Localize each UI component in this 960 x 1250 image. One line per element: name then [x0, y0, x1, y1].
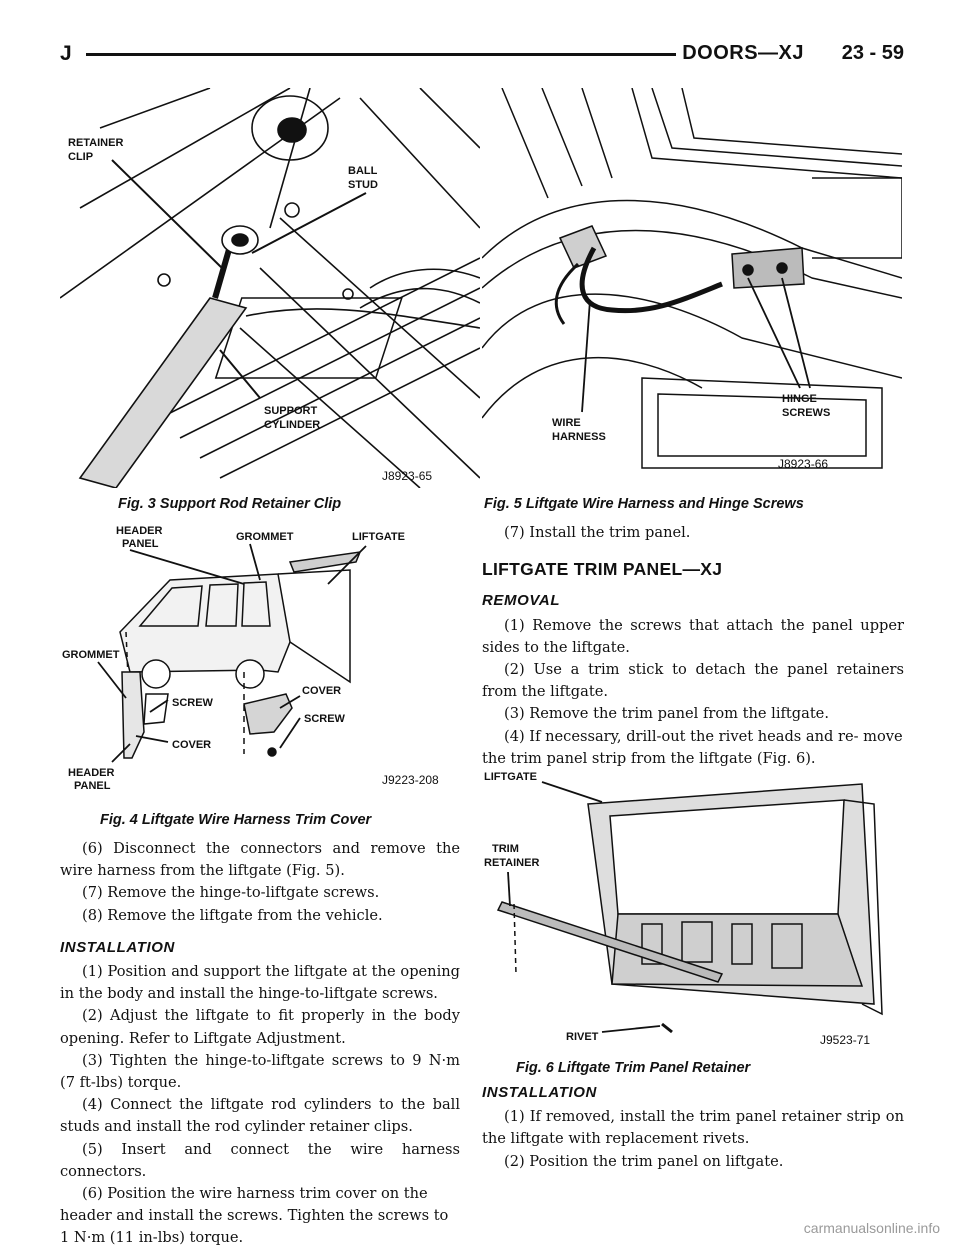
figure-4-trim-cover: [60, 522, 480, 812]
figure-4-illustration: [60, 522, 480, 812]
figure-4-id: J9223-208: [382, 773, 439, 787]
label-cover-right: COVER: [302, 685, 342, 697]
install-step-6: (6) Position the wire harness trim cover on the header and install the screws. Tighten the screws to 1 N·m (11 in-lbs) torque.: [60, 1185, 449, 1247]
header-page-number: 23 - 59: [841, 42, 904, 64]
liftgate-trim-panel-heading: LIFTGATE TRIM PANEL—XJ: [482, 559, 723, 580]
label-screw-right: SCREW: [304, 713, 345, 725]
label-cover-bottom: COVER: [172, 739, 212, 751]
label-header-panel-top: HEADER: [116, 525, 163, 537]
label-grommet-top: GROMMET: [236, 531, 294, 543]
install-step-1: (1) Position and support the liftgate at the opening in the body and install the hinge-to-liftgate screws.: [60, 963, 460, 1003]
label-support-cylinder-2: CYLINDER: [264, 419, 321, 431]
removal-step-1: (1) Remove the screws that attach the panel upper sides to the liftgate.: [482, 616, 904, 656]
left-installation-heading: INSTALLATION: [60, 938, 175, 956]
label-wire-harness-2: HARNESS: [552, 431, 606, 443]
right-column-installation: [482, 1078, 904, 1173]
right-step-7: (7) Install the trim panel.: [504, 524, 691, 541]
label-hinge-screws: HINGE: [782, 393, 817, 405]
label-retainer-clip: RETAINER: [68, 137, 124, 149]
label-support-cylinder: SUPPORT: [264, 405, 318, 417]
header-letter: J: [60, 42, 72, 65]
figure-5-illustration: [482, 88, 902, 488]
header-rule: [86, 53, 676, 56]
figure-6-illustration: [482, 764, 902, 1060]
install-step-5: (5) Insert and connect the wire harness connectors.: [60, 1140, 460, 1180]
label-ball-stud: BALL: [348, 165, 378, 177]
label-hinge-screws-2: SCREWS: [782, 407, 831, 419]
right-install-step-2: (2) Position the trim panel on liftgate.: [504, 1152, 784, 1170]
label-trim-retainer: TRIM: [492, 843, 519, 855]
label-header-panel-bottom-2: PANEL: [74, 780, 111, 792]
install-step-3: (3) Tighten the hinge-to-liftgate screws to 9 N·m (7 ft-lbs) torque.: [60, 1051, 460, 1092]
watermark: carmanualsonline.info: [803, 1220, 940, 1236]
figure-6-id: J9523-71: [820, 1033, 871, 1047]
header-section-title: DOORS—XJ: [682, 42, 804, 64]
label-screw-left: SCREW: [172, 697, 213, 709]
label-trim-retainer-2: RETAINER: [484, 857, 540, 869]
label-grommet-left: GROMMET: [62, 649, 120, 661]
label-liftgate-fig6: LIFTGATE: [484, 771, 537, 783]
figure-4-caption: Fig. 4 Liftgate Wire Harness Trim Cover: [100, 812, 372, 828]
removal-step-4: (4) If necessary, drill-out the rivet heads and re- move the trim panel strip from the liftgate (Fig. 6).: [482, 727, 903, 767]
figure-6-trim-retainer: [482, 764, 902, 1060]
figure-3-id: J8923-65: [382, 469, 433, 483]
install-step-2: (2) Adjust the liftgate to fit properly in the body opening. Refer to Liftgate Adjustment.: [60, 1007, 460, 1047]
page-header: [60, 42, 904, 70]
left-step-8: (8) Remove the liftgate from the vehicle.: [82, 906, 383, 924]
label-rivet: RIVET: [566, 1031, 599, 1043]
left-column-text: [60, 838, 460, 1250]
left-step-7: (7) Remove the hinge-to-liftgate screws.: [82, 884, 380, 902]
right-install-step-1: (1) If removed, install the trim panel retainer strip on the liftgate with replacement rivets.: [482, 1108, 904, 1148]
figure-3-support-rod: [60, 88, 480, 488]
label-wire-harness: WIRE: [552, 417, 581, 429]
removal-step-2: (2) Use a trim stick to detach the panel retainers from the liftgate.: [482, 661, 904, 701]
figure-6-caption: Fig. 6 Liftgate Trim Panel Retainer: [516, 1060, 751, 1076]
left-step-6: (6) Disconnect the connectors and remove the wire harness from the liftgate (Fig. 5).: [60, 840, 460, 880]
figure-5-id: J8923-66: [778, 457, 829, 471]
figure-3-illustration: [60, 88, 480, 488]
install-step-4: (4) Connect the liftgate rod cylinders to the ball studs and install the rod cylinder retainer clips.: [60, 1096, 460, 1136]
figure-5-harness-hinge: [482, 88, 902, 488]
figure-3-caption: Fig. 3 Support Rod Retainer Clip: [118, 496, 342, 512]
removal-step-3: (3) Remove the trim panel from the liftgate.: [504, 705, 829, 723]
right-column-text: [482, 522, 904, 770]
label-header-panel-top-2: PANEL: [122, 538, 159, 550]
right-installation-heading: INSTALLATION: [482, 1084, 597, 1101]
removal-heading: REMOVAL: [482, 592, 561, 610]
label-liftgate: LIFTGATE: [352, 531, 405, 543]
label-ball-stud-2: STUD: [348, 179, 378, 191]
label-retainer-clip-2: CLIP: [68, 151, 94, 163]
figure-5-caption: Fig. 5 Liftgate Wire Harness and Hinge Screws: [484, 496, 804, 512]
label-header-panel-bottom: HEADER: [68, 767, 115, 779]
